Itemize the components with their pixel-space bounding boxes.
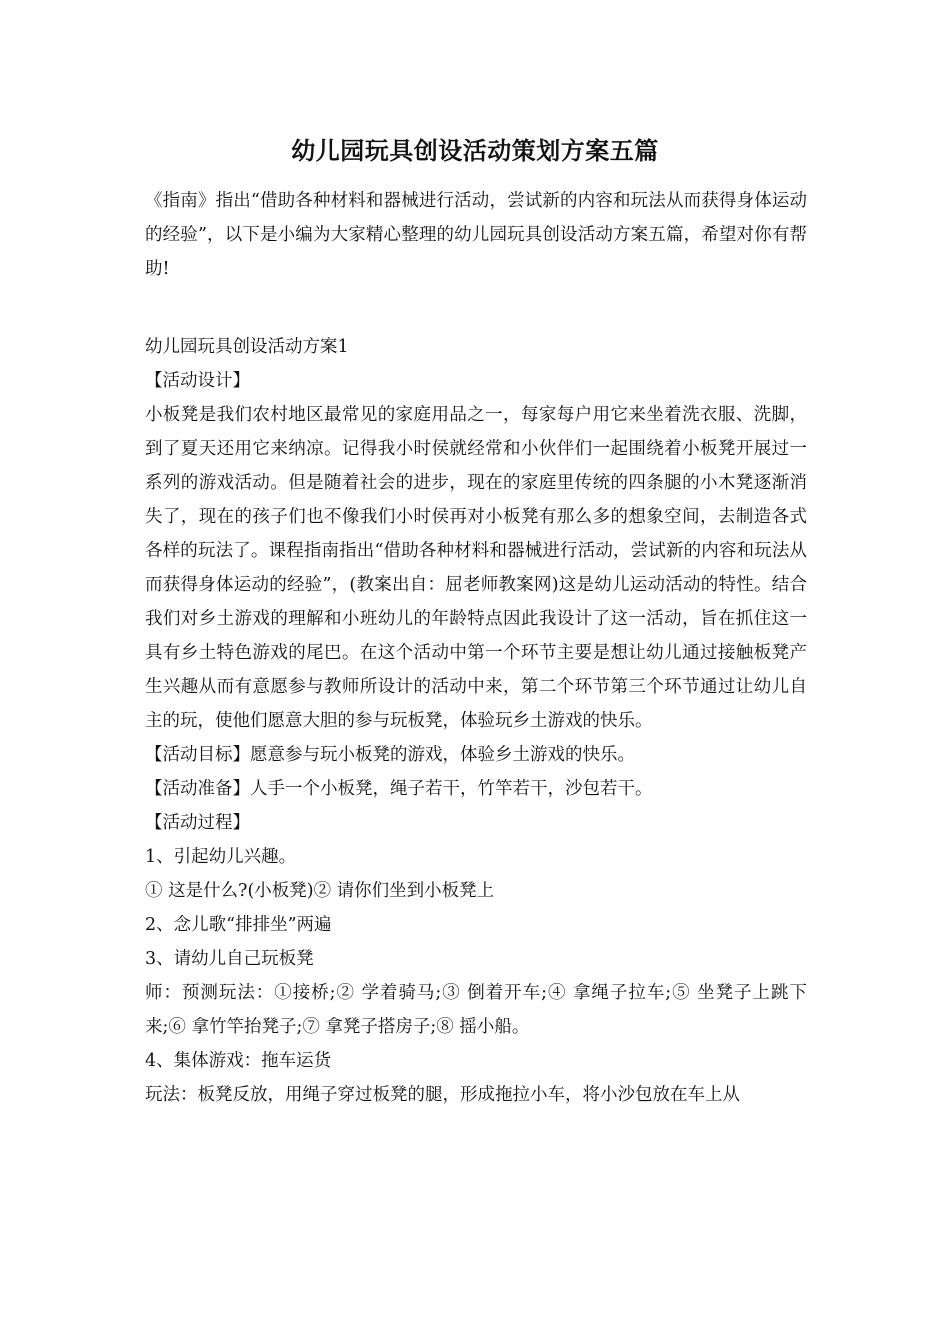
step-3: 3、请幼儿自己玩板凳 xyxy=(145,949,314,969)
step-4: 4、集体游戏：拖车运货 xyxy=(145,1051,332,1071)
step-1: 1、引起幼儿兴趣。 xyxy=(145,847,297,867)
step-4-detail: 玩法：板凳反放，用绳子穿过板凳的腿，形成拖拉小车，将小沙包放在车上从 xyxy=(145,1085,740,1105)
intro-paragraph: 《指南》指出“借助各种材料和器械进行活动，尝试新的内容和玩法从而获得身体运动的经验”，以下是小编为大家精心整理的幼儿园玩具创设活动方案五篇，希望对你有帮助! xyxy=(145,191,807,279)
document-body xyxy=(145,184,807,1112)
design-paragraph: 小板凳是我们农村地区最常见的家庭用品之一，每家每户用它来坐着洗衣服、洗脚，到了夏天还用它来纳凉。记得我小时侯就经常和小伙伴们一起围绕着小板凳开展过一系列的游戏活动。但是随着社会的进步，现在的家庭里传统的四条腿的小木凳逐渐消失了，现在的孩子们也不像我们小时侯再对小板凳有那么多的想象空间，去制造各式各样的玩法了。课程指南指出“借助各种材料和器械进行活动，尝试新的内容和玩法从而获得身体运动的经验”，(教案出自：屈老师教案网)这是幼儿运动活动的特性。结合我们对乡土游戏的理解和小班幼儿的年龄特点因此我设计了这一活动，旨在抓住这一具有乡土特色游戏的尾巴。在这个活动中第一个环节主要是想让幼儿通过接触板凳产生兴趣从而有意愿参与教师所设计的活动中来，第二个环节第三个环节通过让幼儿自主的玩，使他们愿意大胆的参与玩板凳，体验玩乡土游戏的快乐。 xyxy=(145,405,807,731)
prep-line: 【活动准备】人手一个小板凳，绳子若干，竹竿若干，沙包若干。 xyxy=(145,779,653,799)
design-label: 【活动设计】 xyxy=(145,371,250,391)
paragraph-spacer xyxy=(145,286,807,330)
process-label: 【活动过程】 xyxy=(145,813,250,833)
section-heading: 幼儿园玩具创设活动方案1 xyxy=(145,337,349,357)
step-1-detail: ① 这是什么?(小板凳)② 请你们坐到小板凳上 xyxy=(145,881,495,901)
step-3-detail: 师：预测玩法：①接桥;② 学着骑马;③ 倒着开车;④ 拿绳子拉车;⑤ 坐凳子上跳下来;⑥ 拿竹竿抬凳子;⑦ 拿凳子搭房子;⑧ 摇小船。 xyxy=(145,983,807,1037)
goal-line: 【活动目标】愿意参与玩小板凳的游戏，体验乡土游戏的快乐。 xyxy=(145,745,635,765)
document-title: 幼儿园玩具创设活动策划方案五篇 xyxy=(291,136,659,165)
step-2: 2、念儿歌“排排坐”两遍 xyxy=(145,915,332,935)
